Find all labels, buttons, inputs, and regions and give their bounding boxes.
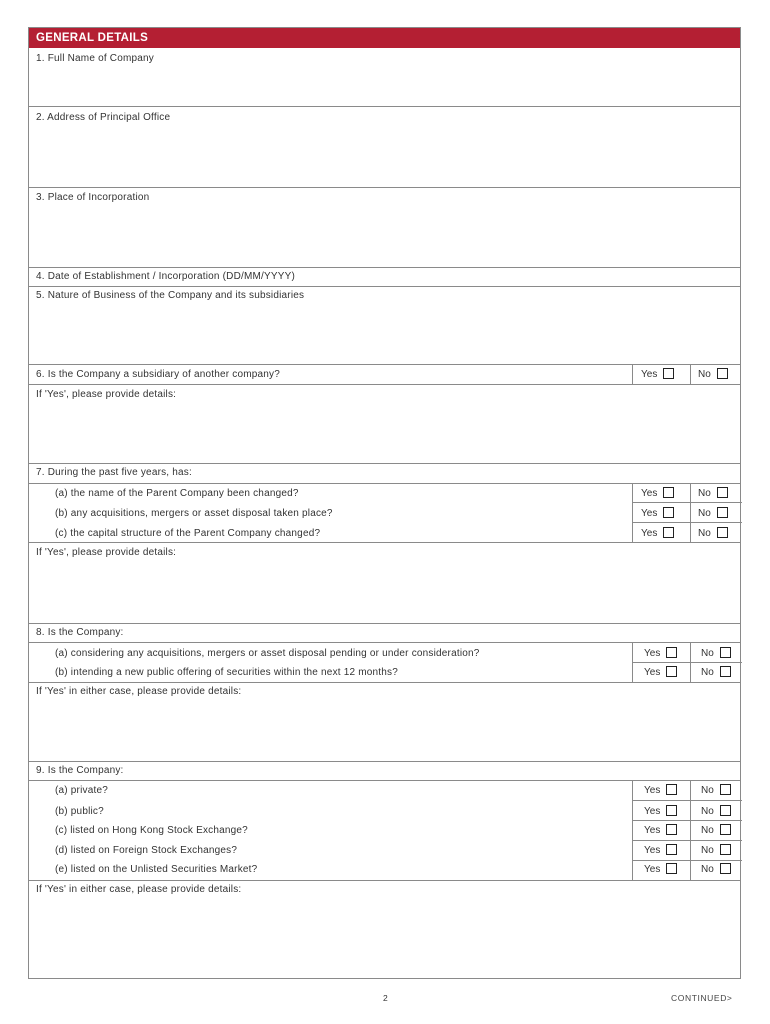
- q9d-yes-option[interactable]: [644, 844, 677, 856]
- q8b-label: (b) intending a new public offering of securities within the next 12 months?: [55, 667, 398, 678]
- q9d-no-option[interactable]: [701, 844, 731, 856]
- divider: [632, 840, 742, 841]
- q7c-yes-option[interactable]: [641, 527, 674, 539]
- q9b-yes-checkbox[interactable]: [666, 805, 677, 816]
- q6-no-checkbox[interactable]: [717, 368, 728, 379]
- q7a-no-checkbox[interactable]: [717, 487, 728, 498]
- q7c-no-option[interactable]: [698, 527, 728, 539]
- q8a-yes-checkbox[interactable]: [666, 647, 677, 658]
- q7b-no-checkbox[interactable]: [717, 507, 728, 518]
- q7c-yes-checkbox[interactable]: [663, 527, 674, 538]
- divider: [29, 384, 740, 385]
- q9c-label: (c) listed on Hong Kong Stock Exchange?: [55, 825, 248, 836]
- divider: [29, 682, 740, 683]
- q9d-label: (d) listed on Foreign Stock Exchanges?: [55, 845, 238, 856]
- divider: [632, 780, 633, 880]
- q7a-no-option[interactable]: [698, 487, 728, 499]
- q9b-no-option[interactable]: [701, 805, 731, 817]
- q7a-yes-checkbox[interactable]: [663, 487, 674, 498]
- q8b-yes-option[interactable]: [644, 666, 677, 678]
- q9c-no-option[interactable]: [701, 824, 731, 836]
- q9e-no-option[interactable]: [701, 863, 731, 875]
- q7b-label: (b) any acquisitions, mergers or asset disposal taken place?: [55, 508, 333, 519]
- q7b-yes-checkbox[interactable]: [663, 507, 674, 518]
- q2-label: 2. Address of Principal Office: [36, 112, 171, 123]
- yes-label: Yes: [644, 667, 661, 678]
- q8b-no-checkbox[interactable]: [720, 666, 731, 677]
- divider: [29, 267, 740, 268]
- divider: [29, 642, 740, 643]
- yes-label: Yes: [641, 508, 658, 519]
- q7a-yes-option[interactable]: [641, 487, 674, 499]
- divider: [690, 365, 691, 384]
- q6-no-option[interactable]: [698, 368, 728, 380]
- yes-label: Yes: [641, 369, 658, 380]
- q9e-yes-checkbox[interactable]: [666, 863, 677, 874]
- no-label: No: [698, 528, 711, 539]
- no-label: No: [701, 845, 714, 856]
- q9c-yes-option[interactable]: [644, 824, 677, 836]
- divider: [29, 483, 740, 484]
- q7-details-label: If 'Yes', please provide details:: [36, 547, 177, 558]
- no-label: No: [701, 864, 714, 875]
- q9-details-label: If 'Yes' in either case, please provide details:: [36, 884, 242, 895]
- q9c-no-checkbox[interactable]: [720, 824, 731, 835]
- divider: [29, 761, 740, 762]
- divider: [632, 800, 742, 801]
- q9-title: 9. Is the Company:: [36, 765, 124, 776]
- no-label: No: [701, 667, 714, 678]
- no-label: No: [701, 785, 714, 796]
- q8a-label: (a) considering any acquisitions, mergers or asset disposal pending or under consideration?: [55, 648, 480, 659]
- q8-title: 8. Is the Company:: [36, 627, 124, 638]
- q9a-yes-checkbox[interactable]: [666, 784, 677, 795]
- q7a-label: (a) the name of the Parent Company been changed?: [55, 488, 299, 499]
- q6-yes-checkbox[interactable]: [663, 368, 674, 379]
- continued-label: CONTINUED>: [671, 993, 733, 1003]
- no-label: No: [701, 825, 714, 836]
- divider: [29, 780, 740, 781]
- divider: [632, 365, 633, 384]
- q9b-no-checkbox[interactable]: [720, 805, 731, 816]
- no-label: No: [698, 369, 711, 380]
- no-label: No: [698, 488, 711, 499]
- q9a-yes-option[interactable]: [644, 784, 677, 796]
- q8a-no-option[interactable]: [701, 647, 731, 659]
- q7c-label: (c) the capital structure of the Parent Company changed?: [55, 528, 321, 539]
- divider: [29, 880, 740, 881]
- q9d-yes-checkbox[interactable]: [666, 844, 677, 855]
- q6-label: 6. Is the Company a subsidiary of another company?: [36, 369, 281, 380]
- divider: [632, 860, 742, 861]
- no-label: No: [701, 806, 714, 817]
- divider: [29, 364, 740, 365]
- q8a-no-checkbox[interactable]: [720, 647, 731, 658]
- q9b-label: (b) public?: [55, 806, 104, 817]
- divider: [29, 286, 740, 287]
- divider: [632, 662, 742, 663]
- q9a-no-option[interactable]: [701, 784, 731, 796]
- q8b-no-option[interactable]: [701, 666, 731, 678]
- divider: [29, 106, 740, 107]
- q9e-no-checkbox[interactable]: [720, 863, 731, 874]
- q6-yes-option[interactable]: [641, 368, 674, 380]
- q6-details-label: If 'Yes', please provide details:: [36, 389, 177, 400]
- yes-label: Yes: [641, 528, 658, 539]
- no-label: No: [698, 508, 711, 519]
- divider: [29, 623, 740, 624]
- divider: [29, 187, 740, 188]
- q4-label: 4. Date of Establishment / Incorporation (DD/MM/YYYY): [36, 271, 296, 282]
- divider: [632, 502, 742, 503]
- q5-label: 5. Nature of Business of the Company and its subsidiaries: [36, 290, 305, 301]
- divider: [690, 483, 691, 542]
- q9d-no-checkbox[interactable]: [720, 844, 731, 855]
- yes-label: Yes: [644, 864, 661, 875]
- divider: [632, 820, 742, 821]
- divider: [632, 483, 633, 542]
- q8b-yes-checkbox[interactable]: [666, 666, 677, 677]
- yes-label: Yes: [644, 845, 661, 856]
- q7c-no-checkbox[interactable]: [717, 527, 728, 538]
- divider: [632, 522, 742, 523]
- page-number: 2: [383, 993, 388, 1003]
- q9c-yes-checkbox[interactable]: [666, 824, 677, 835]
- yes-label: Yes: [644, 825, 661, 836]
- divider: [690, 780, 691, 880]
- no-label: No: [701, 648, 714, 659]
- general-details-form: [28, 27, 741, 979]
- q9b-yes-option[interactable]: [644, 805, 677, 817]
- q8-details-label: If 'Yes' in either case, please provide details:: [36, 686, 242, 697]
- divider: [29, 463, 740, 464]
- q7-title: 7. During the past five years, has:: [36, 467, 192, 478]
- yes-label: Yes: [644, 785, 661, 796]
- yes-label: Yes: [644, 648, 661, 659]
- q8a-yes-option[interactable]: [644, 647, 677, 659]
- q3-label: 3. Place of Incorporation: [36, 192, 150, 203]
- yes-label: Yes: [641, 488, 658, 499]
- q7b-yes-option[interactable]: [641, 507, 674, 519]
- q1-label: 1. Full Name of Company: [36, 53, 154, 64]
- section-header: GENERAL DETAILS: [29, 28, 740, 48]
- divider: [29, 542, 740, 543]
- q9a-no-checkbox[interactable]: [720, 784, 731, 795]
- q9a-label: (a) private?: [55, 785, 108, 796]
- yes-label: Yes: [644, 806, 661, 817]
- q9e-label: (e) listed on the Unlisted Securities Market?: [55, 864, 258, 875]
- q9e-yes-option[interactable]: [644, 863, 677, 875]
- q7b-no-option[interactable]: [698, 507, 728, 519]
